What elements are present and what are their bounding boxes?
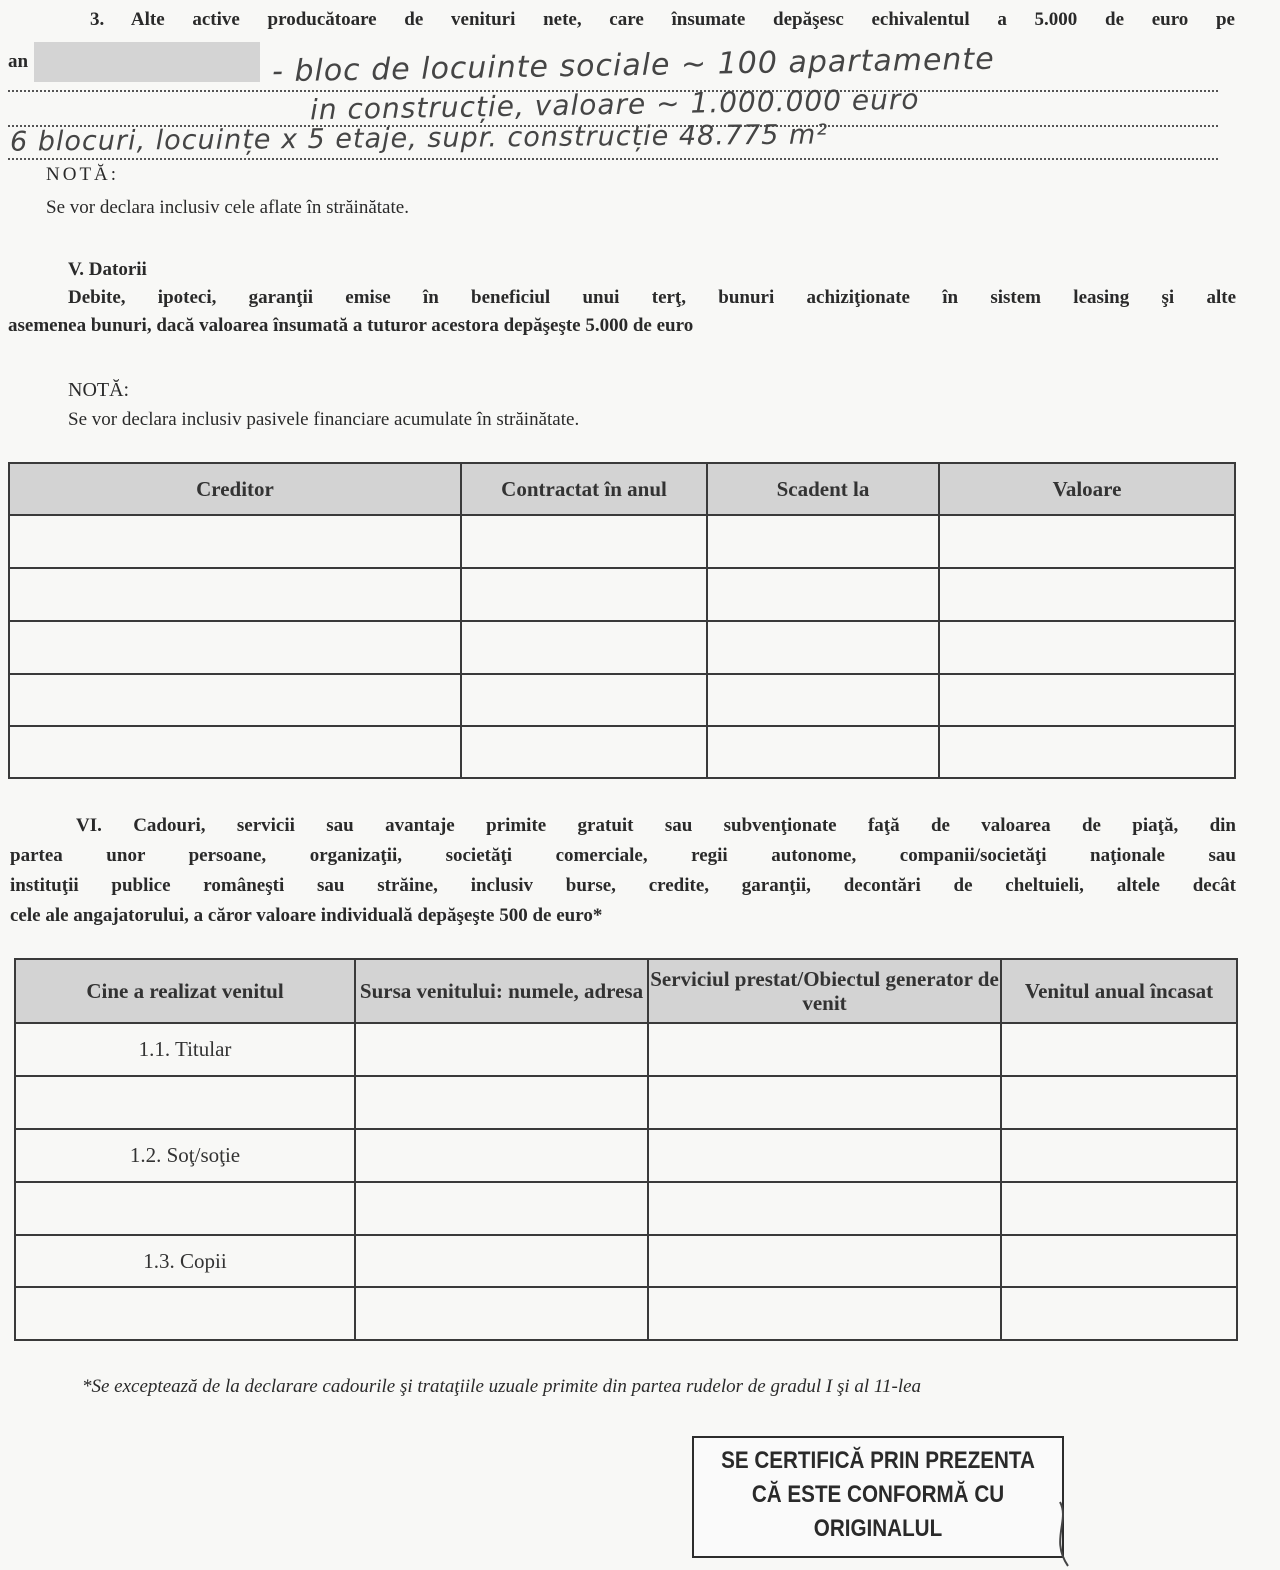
section5-nota-title: NOTĂ: xyxy=(68,379,130,401)
table-row xyxy=(15,1023,1237,1076)
table-cell[interactable] xyxy=(355,1287,648,1340)
table-row xyxy=(15,1076,1237,1129)
table-row xyxy=(9,674,1235,726)
table-row xyxy=(15,1287,1237,1340)
section6-line2: partea unor persoane, organizaţii, societăţi comerciale, regii autonome, companii/societăţi naţionale sau xyxy=(10,845,1236,866)
stamp-line1: SE CERTIFICĂ PRIN PREZENTA xyxy=(721,1447,1035,1474)
table-cell[interactable] xyxy=(9,726,461,778)
table-row xyxy=(9,515,1235,568)
header-creditor: Creditor xyxy=(9,463,461,515)
section6-line3: instituţii publice româneşti sau străine, inclusiv burse, credite, garanţii, decontări de cheltuieli, altele decât xyxy=(10,875,1236,896)
row-label-copii: 1.3. Copii xyxy=(15,1235,355,1287)
row-label-sot: 1.2. Soţ/soţie xyxy=(15,1129,355,1182)
table-cell[interactable] xyxy=(355,1076,648,1129)
table-cell[interactable] xyxy=(355,1129,648,1182)
table-cell[interactable] xyxy=(939,515,1235,568)
footnote: *Se exceptează de la declarare cadourile şi trataţiile uzuale primite din partea rudelor de gradul I şi al 11-lea xyxy=(82,1376,922,1397)
table-cell[interactable] xyxy=(461,568,707,621)
table-row xyxy=(9,568,1235,621)
section3-nota-text: Se vor declara inclusiv cele aflate în străinătate. xyxy=(46,197,409,218)
table-row xyxy=(15,1129,1237,1182)
section3-nota-title: NOTĂ: xyxy=(46,164,120,185)
table-cell[interactable] xyxy=(707,515,939,568)
table-cell[interactable] xyxy=(939,726,1235,778)
table-cell[interactable] xyxy=(15,1287,355,1340)
handwriting-line-1: - bloc de locuinte sociale ~ 100 apartamente xyxy=(271,41,995,90)
signature-mark xyxy=(1030,1500,1090,1570)
header-serviciul: Serviciul prestat/Obiectul generator de venit xyxy=(648,959,1001,1023)
table-cell[interactable] xyxy=(461,621,707,674)
section5-nota-text: Se vor declara inclusiv pasivele financiare acumulate în străinătate. xyxy=(68,409,580,430)
table-cell[interactable] xyxy=(15,1182,355,1235)
section3-heading: 3. Alte active producătoare de venituri nete, care însumate depăşesc echivalentul a 5.000 de euro pe xyxy=(90,9,1235,30)
row-label-titular: 1.1. Titular xyxy=(15,1023,355,1076)
header-sursa: Sursa venitului: numele, adresa xyxy=(355,959,648,1023)
table-cell[interactable] xyxy=(461,515,707,568)
table-cell[interactable] xyxy=(1001,1023,1237,1076)
section6-line4: cele ale angajatorului, a căror valoare individuală depăşeşte 500 de euro* xyxy=(10,905,603,926)
table-cell[interactable] xyxy=(1001,1235,1237,1287)
section3-an-label: an xyxy=(8,51,29,72)
section6-line1: VI. Cadouri, servicii sau avantaje primite gratuit sau subvenţionate faţă de valoarea de piaţă, din xyxy=(76,815,1236,836)
table-cell[interactable] xyxy=(939,568,1235,621)
table-cell[interactable] xyxy=(1001,1287,1237,1340)
table-cell[interactable] xyxy=(9,621,461,674)
table-cell[interactable] xyxy=(939,621,1235,674)
cadouri-header-row xyxy=(15,959,1237,1023)
header-valoare: Valoare xyxy=(939,463,1235,515)
datorii-header-row xyxy=(9,463,1235,515)
table-cell[interactable] xyxy=(355,1235,648,1287)
table-cell[interactable] xyxy=(1001,1076,1237,1129)
table-cell[interactable] xyxy=(707,621,939,674)
handwriting-line-2: in construcție, valoare ~ 1.000.000 euro xyxy=(309,82,920,127)
stamp-line2: CĂ ESTE CONFORMĂ CU xyxy=(751,1481,1005,1508)
table-cell[interactable] xyxy=(707,568,939,621)
table-row xyxy=(9,621,1235,674)
table-cell[interactable] xyxy=(707,674,939,726)
table-cell[interactable] xyxy=(461,674,707,726)
dotted-line-3 xyxy=(8,158,1218,160)
table-cell[interactable] xyxy=(648,1129,1001,1182)
table-cell[interactable] xyxy=(1001,1129,1237,1182)
header-cine: Cine a realizat venitul xyxy=(15,959,355,1023)
table-row xyxy=(15,1182,1237,1235)
section5-desc-line1: Debite, ipoteci, garanţii emise în beneficiul unui terţ, bunuri achiziţionate în sistem leasing şi alte xyxy=(68,287,1236,308)
datorii-table xyxy=(8,462,1236,779)
table-cell[interactable] xyxy=(648,1076,1001,1129)
cadouri-table xyxy=(14,958,1238,1341)
redacted-area xyxy=(34,42,260,82)
header-scadent: Scadent la xyxy=(707,463,939,515)
certification-stamp xyxy=(692,1436,1064,1558)
stamp-line3: ORIGINALUL xyxy=(813,1515,943,1542)
table-cell[interactable] xyxy=(461,726,707,778)
table-cell[interactable] xyxy=(9,568,461,621)
table-row xyxy=(15,1235,1237,1287)
table-cell[interactable] xyxy=(9,674,461,726)
header-venitul: Venitul anual încasat xyxy=(1001,959,1237,1023)
handwriting-line-3: 6 blocuri, locuințe x 5 etaje, supr. construcție 48.775 m² xyxy=(9,119,829,158)
table-row xyxy=(9,726,1235,778)
section5-desc-line2: asemenea bunuri, dacă valoarea însumată a tuturor acestora depăşeşte 5.000 de euro xyxy=(8,315,694,336)
section5-title: V. Datorii xyxy=(68,259,147,280)
table-cell[interactable] xyxy=(355,1023,648,1076)
table-cell[interactable] xyxy=(15,1076,355,1129)
table-cell[interactable] xyxy=(648,1287,1001,1340)
table-cell[interactable] xyxy=(707,726,939,778)
table-cell[interactable] xyxy=(648,1023,1001,1076)
table-cell[interactable] xyxy=(9,515,461,568)
table-cell[interactable] xyxy=(1001,1182,1237,1235)
header-contractat: Contractat în anul xyxy=(461,463,707,515)
table-cell[interactable] xyxy=(648,1235,1001,1287)
table-cell[interactable] xyxy=(355,1182,648,1235)
table-cell[interactable] xyxy=(648,1182,1001,1235)
table-cell[interactable] xyxy=(939,674,1235,726)
